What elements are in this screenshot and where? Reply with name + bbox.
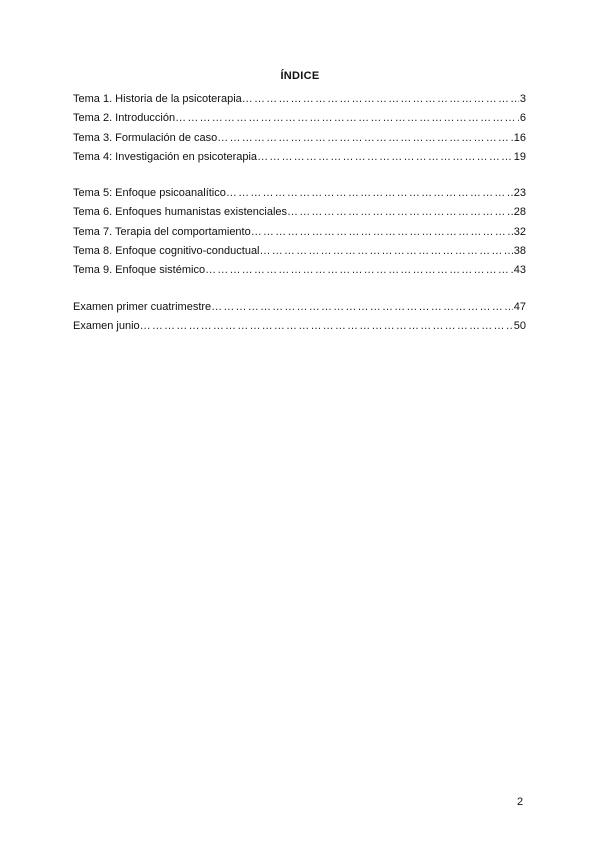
toc-entry[interactable] bbox=[73, 261, 526, 280]
toc-entry[interactable] bbox=[73, 184, 526, 203]
toc-entry-label: Examen junio bbox=[73, 319, 140, 332]
toc-entry[interactable] bbox=[73, 148, 526, 167]
toc-leader-dots bbox=[287, 203, 513, 222]
toc-leader-dots bbox=[217, 129, 512, 148]
toc-entry[interactable] bbox=[73, 223, 526, 242]
toc-leader-dots bbox=[242, 90, 519, 109]
toc-leader-dots bbox=[260, 242, 513, 261]
toc-entry-label: Tema 5: Enfoque psicoanalítico bbox=[73, 187, 226, 200]
toc-entry-page: 38 bbox=[513, 245, 526, 258]
toc-group-exams bbox=[73, 298, 526, 337]
toc-leader-dots bbox=[257, 148, 513, 167]
toc-entry-label: Examen primer cuatrimestre bbox=[73, 300, 212, 313]
toc-leader-dots bbox=[226, 184, 513, 203]
toc-entry-page: 47 bbox=[513, 300, 526, 313]
toc-entry[interactable] bbox=[73, 90, 526, 109]
toc-leader-dots bbox=[211, 298, 513, 317]
toc-leader-dots bbox=[205, 261, 513, 280]
table-of-contents bbox=[73, 90, 526, 353]
toc-entry-page: 23 bbox=[513, 187, 526, 200]
toc-entry-page: 16 bbox=[513, 131, 526, 144]
toc-entry[interactable] bbox=[73, 242, 526, 261]
toc-entry-label: Tema 1. Historia de la psicoterapia bbox=[73, 93, 242, 105]
toc-entry-label: Tema 8. Enfoque cognitivo-conductual bbox=[73, 245, 260, 258]
toc-entry-label: Tema 9. Enfoque sistémico bbox=[73, 264, 206, 277]
toc-leader-dots bbox=[140, 317, 513, 336]
toc-entry-label: Tema 4: Investigación en psicoterapia bbox=[73, 150, 258, 163]
toc-entry-label: Tema 3. Formulación de caso bbox=[73, 131, 218, 144]
toc-entry-page: 50 bbox=[513, 319, 526, 332]
toc-entry[interactable] bbox=[73, 129, 526, 148]
toc-group-topics-2 bbox=[73, 184, 526, 280]
toc-entry-page: 6 bbox=[519, 112, 526, 125]
toc-entry-label: Tema 2. Introducción bbox=[73, 112, 176, 125]
toc-leader-dots bbox=[175, 109, 519, 128]
toc-entry-label: Tema 6. Enfoques humanistas existenciales bbox=[73, 206, 288, 219]
toc-entry[interactable] bbox=[73, 317, 526, 336]
toc-entry[interactable] bbox=[73, 109, 526, 128]
toc-group-topics-1 bbox=[73, 90, 526, 167]
toc-entry-page: 32 bbox=[513, 225, 526, 238]
toc-entry-page: 19 bbox=[513, 150, 526, 163]
toc-title: ÍNDICE bbox=[280, 70, 320, 82]
toc-entry-page: 43 bbox=[513, 264, 526, 277]
toc-entry-page: 28 bbox=[513, 206, 526, 219]
toc-entry[interactable] bbox=[73, 298, 526, 317]
toc-entry-label: Tema 7. Terapia del comportamiento bbox=[73, 225, 251, 238]
page-number: 2 bbox=[517, 796, 524, 808]
toc-entry[interactable] bbox=[73, 203, 526, 222]
toc-entry-page: 3 bbox=[519, 93, 526, 105]
toc-leader-dots bbox=[251, 223, 513, 242]
